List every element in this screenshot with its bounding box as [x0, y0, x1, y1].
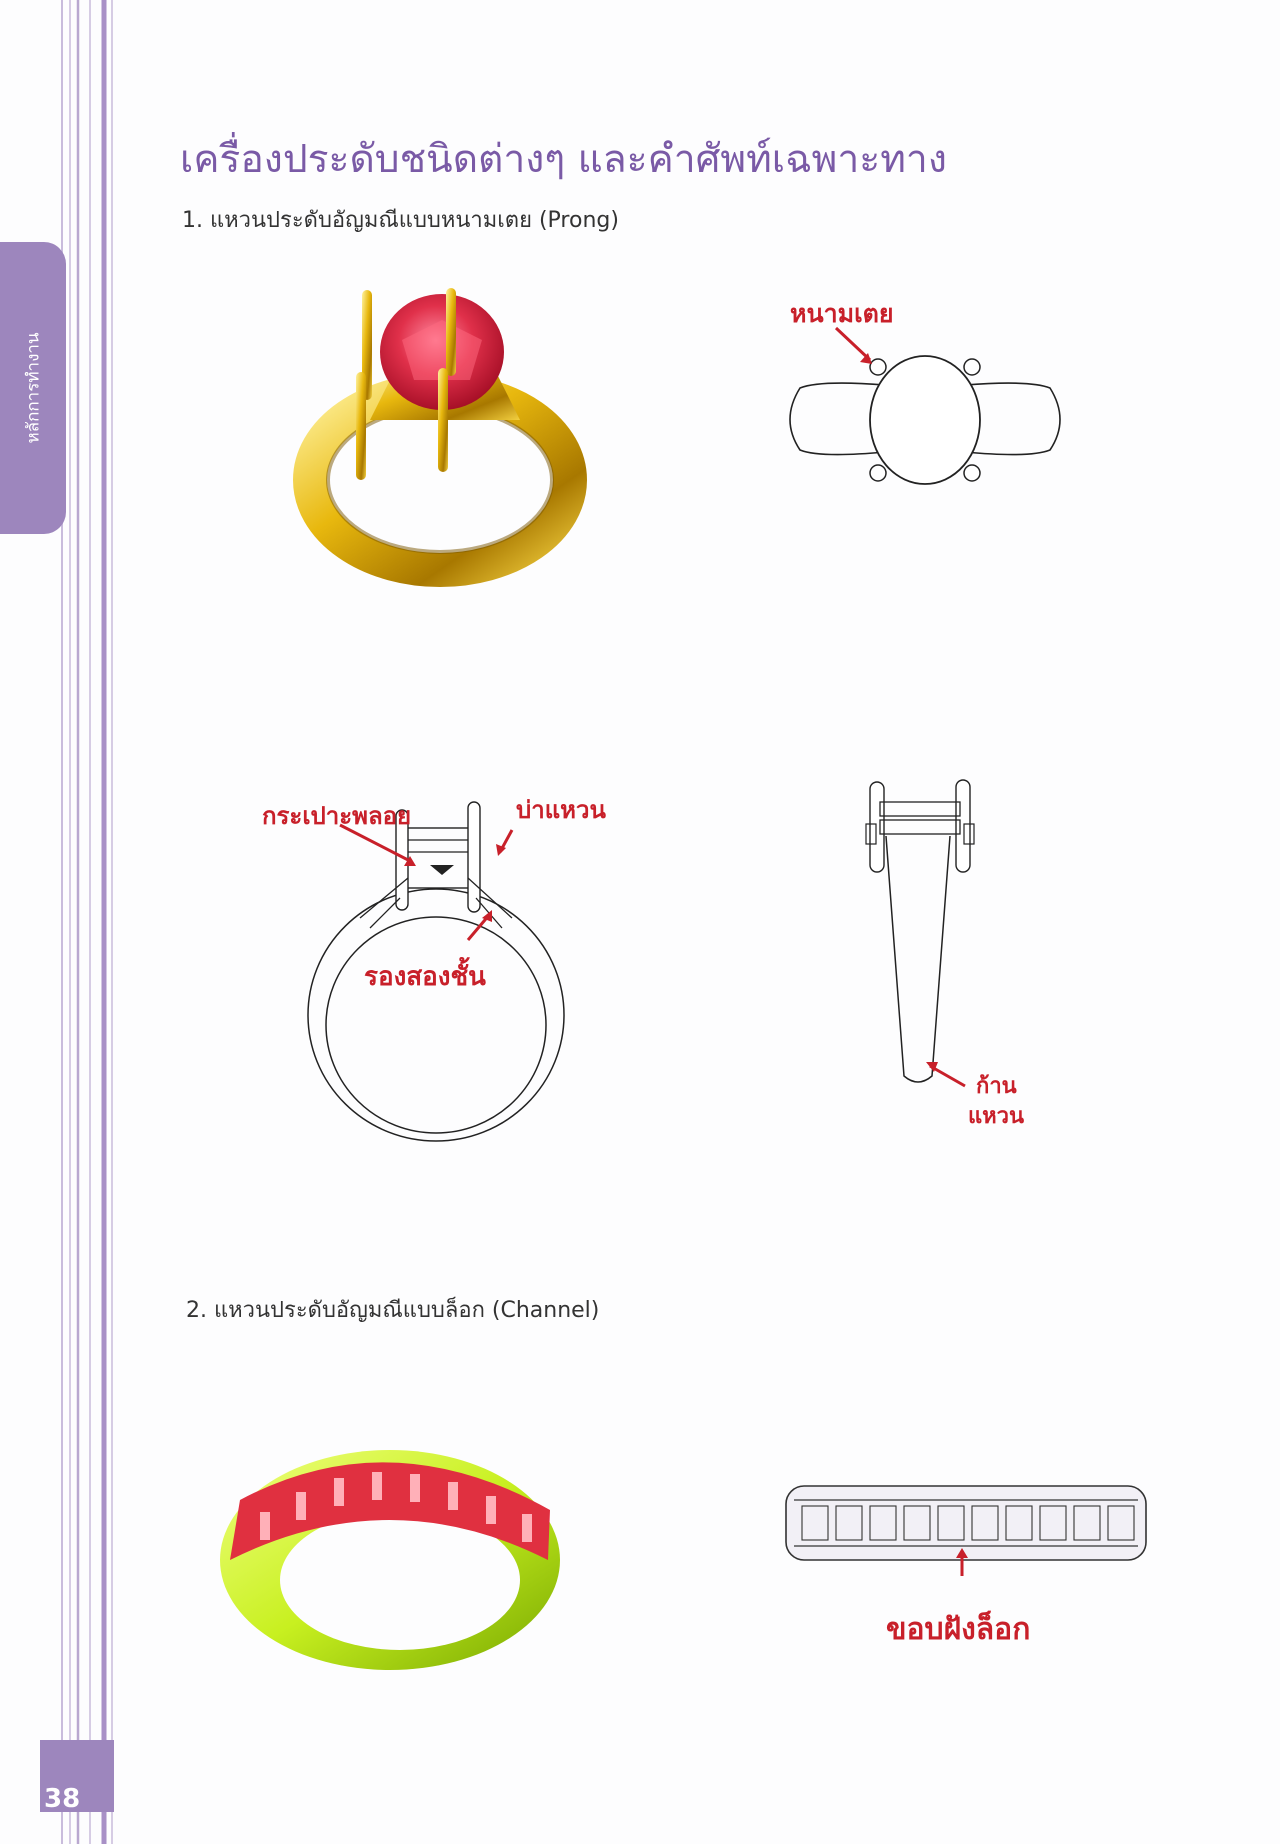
channel-side-view-drawing	[780, 1480, 1150, 1580]
callout-channel-edge: ขอบฝังล็อก	[886, 1612, 1031, 1647]
callout-double-gallery: รองสองชั้น	[364, 962, 486, 992]
gold-prong-ring-image	[290, 280, 590, 590]
page-title: เครื่องประดับชนิดต่างๆ และคำศัพท์เฉพาะทาง	[180, 137, 947, 182]
shank-profile-drawing	[860, 776, 1060, 1136]
page-number: 38	[44, 1784, 81, 1814]
callout-shank-line1: ก้าน	[976, 1074, 1017, 1099]
callout-shank-line2: แหวน	[968, 1104, 1025, 1129]
callout-shoulder: บ่าแหวน	[516, 796, 606, 824]
section-1-heading: 1. แหวนประดับอัญมณีแบบหนามเตย (Prong)	[182, 208, 619, 233]
callout-prong: หนามเตย	[790, 299, 894, 328]
channel-ring-image	[200, 1410, 580, 1680]
prong-top-view-drawing	[780, 340, 1070, 500]
section-2-heading: 2. แหวนประดับอัญมณีแบบล็อก (Channel)	[186, 1298, 600, 1323]
chapter-tab-label: หลักการทำงาน	[23, 332, 44, 444]
callout-basket: กระเปาะพลอย	[262, 802, 412, 830]
